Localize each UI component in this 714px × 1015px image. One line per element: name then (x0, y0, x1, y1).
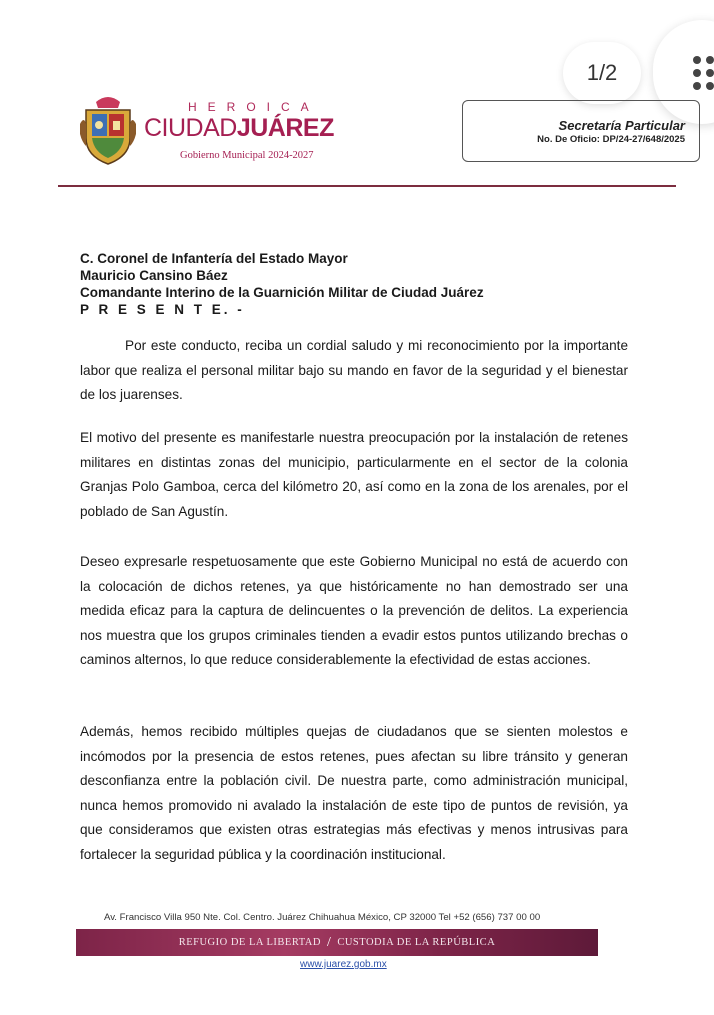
brand-heroica: HEROICA (188, 100, 320, 114)
grid-dots-icon (693, 56, 714, 90)
brand-city-bold: JUÁREZ (236, 114, 334, 142)
brand-city-name (144, 114, 334, 143)
footer-band-right: CUSTODIA DE LA REPÚBLICA (337, 937, 496, 948)
addressee-block (80, 250, 640, 318)
paragraph-greeting: Por este conducto, reciba un cordial saludo y mi reconocimiento por la importante labor que realiza el personal militar bajo su mando en favor de la seguridad y el bienestar de los juarenses. (80, 338, 628, 402)
footer-website-link[interactable]: www.juarez.gob.mx (300, 959, 387, 970)
office-title: Secretaría Particular (558, 118, 685, 133)
office-box (462, 100, 700, 162)
brand-city-regular: CIUDAD (144, 114, 237, 142)
paragraph-disagreement: Deseo expresarle respetuosamente que este Gobierno Municipal no está de acuerdo con la colocación de dichos retenes, ya que históricamente no han demostrado ser una medida eficaz para la captura de delincuentes o la prevención de delitos. La experiencia nos muestra que los grupos criminales tienden a evadir estos puntos utilizando brechas o caminos alternos, lo que reduce considerablemente la efectividad de estas acciones. (80, 554, 628, 667)
brand-government: Gobierno Municipal 2024-2027 (180, 150, 314, 161)
addressee-title: Comandante Interino de la Guarnición Militar de Ciudad Juárez (80, 285, 484, 300)
header-divider (58, 185, 676, 187)
addressee-presente: P R E S E N T E. - (80, 302, 245, 317)
addressee-name: Mauricio Cansino Báez (80, 268, 228, 283)
paragraph-concern: El motivo del presente es manifestarle nuestra preocupación por la instalación de retenes militares en distintas zonas del municipio, particularmente en el sector de la colonia Granjas Polo Gamboa, cerca del kilómetro 20, así como en la zona de los arenales, por el poblado de San Agustín. (80, 430, 628, 519)
addressee-rank: C. Coronel de Infantería del Estado Mayor (80, 251, 348, 266)
footer-band (76, 929, 598, 956)
page-indicator-text: 1/2 (586, 60, 618, 85)
paragraph-complaints: Además, hemos recibido múltiples quejas de ciudadanos que se sienten molestos e incómodos por la presencia de estos retenes, pues afectan su libre tránsito y generan desconfianza entre la población civil. De nuestra parte, como administración municipal, nunca hemos promovido ni avalado la instalación de este tipo de puntos de revisión, ya que consideramos que existen otras estrategias más efectivas y menos intrusivas para fortalecer la seguridad pública y la coordinación institucional. (80, 724, 628, 862)
municipal-crest-icon (80, 94, 136, 166)
footer-address: Av. Francisco Villa 950 Nte. Col. Centro. Juárez Chihuahua México, CP 32000 Tel +52 (656) 737 00 00 (104, 912, 541, 923)
office-number: No. De Oficio: DP/24-27/648/2025 (537, 134, 685, 145)
footer-band-separator: / (326, 934, 332, 950)
footer-band-left: REFUGIO DE LA LIBERTAD (178, 937, 321, 948)
